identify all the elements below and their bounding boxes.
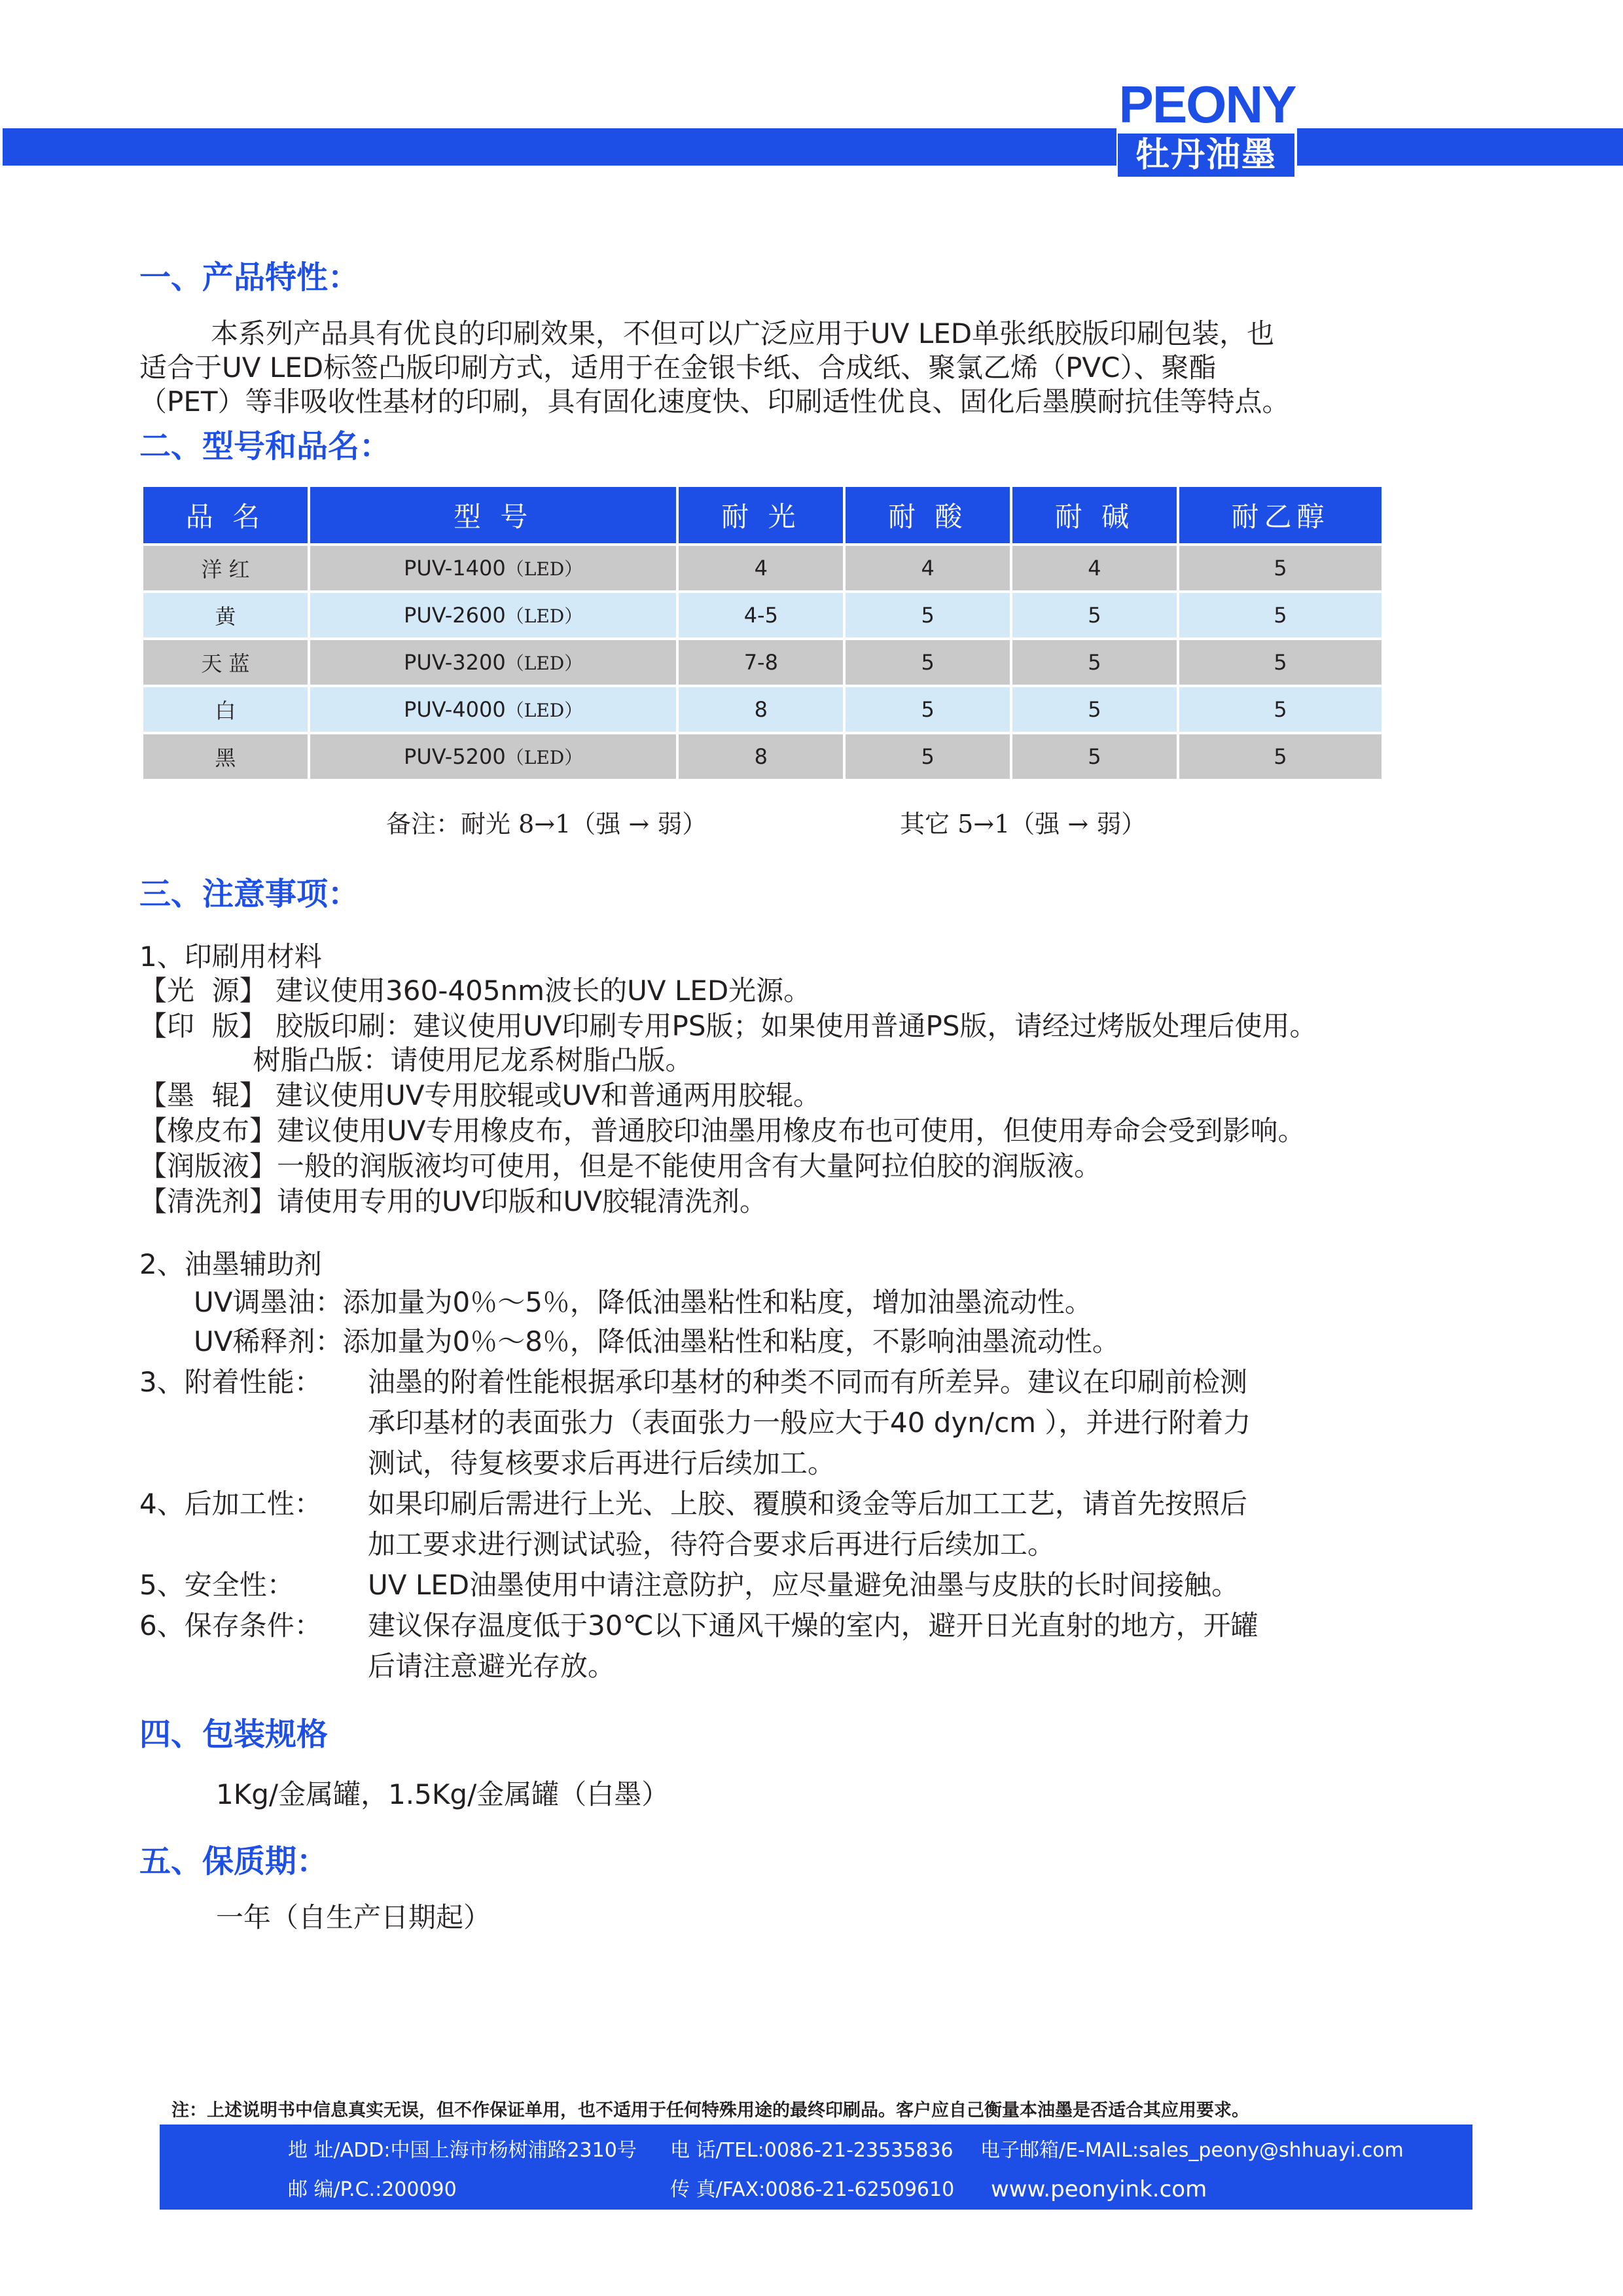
cell-model [310, 546, 677, 590]
cell-light: 7-8 [679, 640, 843, 685]
logo-text-en: PEONY [1118, 75, 1296, 134]
item-5-line-1: UV LED油墨使用中请注意防护，应尽量避免油墨与皮肤的长时间接触。 [368, 1569, 1240, 1601]
model-led: （LED） [505, 605, 583, 627]
model-led: （LED） [505, 653, 583, 674]
cell-alcohol: 5 [1179, 640, 1382, 685]
cell-model [310, 734, 677, 779]
table-row [143, 687, 1382, 732]
footer-email[interactable]: 电子邮箱/E-MAIL:sales_peony@shhuayi.com [980, 2139, 1404, 2162]
item-5-label: 5、安全性： [139, 1569, 294, 1601]
section-title-packaging: 四、包装规格 [139, 1716, 329, 1753]
features-line-2: 适合于UV LED标签凸版印刷方式，适用于在金银卡纸、合成纸、聚氯乙烯（PVC）、聚酯 [139, 351, 1217, 384]
model-led: （LED） [505, 700, 583, 721]
item-6-line-1: 建议保存温度低于30℃以下通风干燥的室内，避开日光直射的地方，开罐 [368, 1609, 1258, 1641]
item-3-line-3: 测试，待复核要求后再进行后续加工。 [368, 1447, 836, 1479]
cell-model [310, 593, 677, 637]
item-4-line-1: 如果印刷后需进行上光、上胶、覆膜和烫金等后加工工艺，请首先按照后 [368, 1488, 1248, 1520]
model-code: PUV-2600 [404, 603, 506, 628]
item-4-label: 4、后加工性： [139, 1488, 322, 1520]
cell-name: 黑 [143, 734, 308, 779]
table-row [143, 546, 1382, 590]
cell-alkali: 5 [1012, 640, 1177, 685]
footer-fax: 传 真/FAX:0086-21-62509610 [670, 2178, 955, 2201]
col-header-name: 品 名 [143, 487, 308, 543]
cell-light: 4 [679, 546, 843, 590]
features-line-3: （PET）等非吸收性基材的印刷，具有固化速度快、印刷适性优良、固化后墨膜耐抗佳等特点。 [139, 386, 1290, 418]
cell-acid: 4 [846, 546, 1010, 590]
model-led: （LED） [505, 558, 583, 580]
table-header-row [143, 487, 1382, 543]
col-header-alkali: 耐 碱 [1012, 487, 1177, 543]
model-led: （LED） [505, 747, 583, 768]
material-blanket: 【橡皮布】建议使用UV专用橡皮布，普通胶印油墨用橡皮布也可使用，但使用寿命会受到影响。 [139, 1115, 1306, 1147]
cell-name: 天 蓝 [143, 640, 308, 685]
item-3-line-1: 油墨的附着性能根据承印基材的种类不同而有所差异。建议在印刷前检测 [368, 1366, 1248, 1398]
col-header-light: 耐 光 [679, 487, 843, 543]
item-6-line-2: 后请注意避光存放。 [368, 1650, 616, 1682]
section-title-shelf-life: 五、保质期： [139, 1843, 329, 1880]
cell-acid: 5 [846, 734, 1010, 779]
footer-tel: 电 话/TEL:0086-21-23535836 [670, 2139, 954, 2162]
cell-name: 黄 [143, 593, 308, 637]
table-row [143, 640, 1382, 685]
cell-alkali: 5 [1012, 687, 1177, 732]
cell-model [310, 687, 677, 732]
logo-text-cn: 牡丹油墨 [1118, 134, 1294, 177]
cell-acid: 5 [846, 593, 1010, 637]
table-note-other: 其它 5→1（强 → 弱） [900, 810, 1147, 838]
material-light-source: 【光 源】 建议使用360-405nm波长的UV LED光源。 [139, 975, 812, 1007]
footer-address: 地 址/ADD:中国上海市杨树浦路2310号 [288, 2139, 637, 2162]
cell-acid: 5 [846, 687, 1010, 732]
cell-alcohol: 5 [1179, 593, 1382, 637]
header-bar-right [1297, 128, 1623, 166]
material-cleaner: 【清洗剂】请使用专用的UV印版和UV胶辊清洗剂。 [139, 1185, 767, 1217]
item-3-label: 3、附着性能： [139, 1366, 322, 1398]
table-row [143, 734, 1382, 779]
cell-name: 洋 红 [143, 546, 308, 590]
cell-light: 8 [679, 687, 843, 732]
section-title-notes: 三、注意事项： [139, 876, 360, 912]
item-2-title: 2、油墨辅助剂 [139, 1248, 322, 1280]
item-3-line-2: 承印基材的表面张力（表面张力一般应大于40 dyn/cm ），并进行附着力 [368, 1407, 1251, 1439]
col-header-model: 型 号 [310, 487, 677, 543]
footer-postcode: 邮 编/P.C.:200090 [288, 2178, 457, 2201]
cell-light: 8 [679, 734, 843, 779]
material-roller: 【墨 辊】 建议使用UV专用胶辊或UV和普通两用胶辊。 [139, 1079, 821, 1111]
cell-alcohol: 5 [1179, 546, 1382, 590]
section-title-models: 二、型号和品名： [139, 428, 391, 465]
footer-disclaimer: 注：上述说明书中信息真实无误，但不作保证单用，也不适用于任何特殊用途的最终印刷品。客户应自己衡量本油墨是否适合其应用要求。 [171, 2100, 1249, 2121]
model-code: PUV-1400 [404, 556, 506, 581]
item-6-label: 6、保存条件： [139, 1609, 322, 1641]
material-plate: 【印 版】 胶版印刷：建议使用UV印刷专用PS版；如果使用普通PS版，请经过烤版处理后使用。 [139, 1010, 1317, 1042]
item-4-line-2: 加工要求进行测试试验，待符合要求后再进行后续加工。 [368, 1528, 1056, 1560]
table-note-light: 备注：耐光 8→1（强 → 弱） [386, 810, 707, 838]
col-header-acid: 耐 酸 [846, 487, 1010, 543]
cell-alkali: 5 [1012, 734, 1177, 779]
col-header-alcohol: 耐乙醇 [1179, 487, 1382, 543]
shelf-life-text: 一年（自生产日期起） [216, 1901, 491, 1933]
material-plate-relief: 树脂凸版：请使用尼龙系树脂凸版。 [139, 1044, 693, 1076]
item-1-title: 1、印刷用材料 [139, 941, 322, 973]
cell-light: 4-5 [679, 593, 843, 637]
additive-thinner: UV稀释剂：添加量为0％～8％，降低油墨粘性和粘度，不影响油墨流动性。 [194, 1325, 1120, 1357]
packaging-text: 1Kg/金属罐，1.5Kg/金属罐（白墨） [216, 1778, 669, 1810]
cell-alcohol: 5 [1179, 734, 1382, 779]
footer-contact-bar [160, 2125, 1472, 2210]
cell-model [310, 640, 677, 685]
product-table [141, 484, 1384, 781]
footer-website[interactable]: www.peonyink.com [991, 2176, 1207, 2202]
model-code: PUV-4000 [404, 697, 506, 722]
material-fountain: 【润版液】一般的润版液均可使用，但是不能使用含有大量阿拉伯胶的润版液。 [139, 1150, 1102, 1182]
cell-alkali: 4 [1012, 546, 1177, 590]
features-line-1: 本系列产品具有优良的印刷效果，不但可以广泛应用于UV LED单张纸胶版印刷包装，也 [211, 317, 1275, 350]
model-code: PUV-3200 [404, 650, 506, 675]
additive-varnish: UV调墨油：添加量为0％～5％，降低油墨粘性和粘度，增加油墨流动性。 [194, 1286, 1092, 1318]
cell-name: 白 [143, 687, 308, 732]
table-row [143, 593, 1382, 637]
cell-alkali: 5 [1012, 593, 1177, 637]
section-title-features: 一、产品特性： [139, 259, 360, 296]
header-bar-left [3, 128, 1116, 166]
model-code: PUV-5200 [404, 744, 506, 769]
cell-alcohol: 5 [1179, 687, 1382, 732]
cell-acid: 5 [846, 640, 1010, 685]
